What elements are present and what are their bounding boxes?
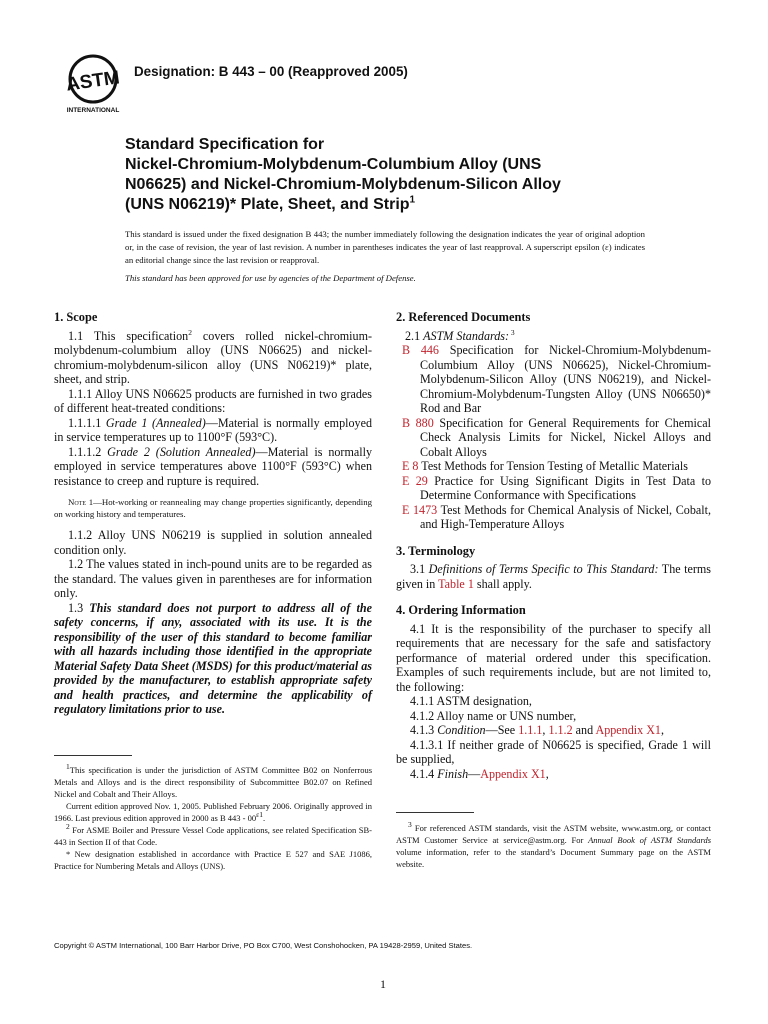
- footnote-1b: [54, 800, 372, 824]
- paragraph: [54, 329, 372, 387]
- reference-item: [396, 474, 711, 503]
- text: 1.3: [68, 600, 90, 615]
- emphasis: Condition: [437, 723, 486, 737]
- reference-list: [396, 343, 711, 532]
- paragraph: [396, 329, 711, 344]
- text: 1.1 This specification: [68, 328, 189, 343]
- section-heading-referenced-documents: 2. Referenced Documents: [396, 310, 531, 324]
- designation: Designation: B 443 – 00 (Reapproved 2005): [134, 64, 408, 79]
- text: volume information, refer to the standard’s Document Summary page on the ASTM website.: [396, 847, 711, 869]
- reference-item: [396, 416, 711, 460]
- footnotes-right: [396, 812, 711, 870]
- note-text: 1—Hot-working or reannealing may change properties significantly, depending on working history and temperatures.: [54, 497, 372, 520]
- paragraph: 4.1.2 Alloy name or UNS number,: [410, 708, 577, 723]
- emphasis: Annual Book of ASTM Standards: [588, 835, 712, 845]
- footnotes-left: [54, 755, 372, 872]
- page-number: 1: [380, 977, 386, 991]
- footnote-divider: [54, 755, 132, 756]
- text: shall apply.: [473, 576, 532, 591]
- paragraph: [54, 416, 372, 445]
- paragraph: [54, 445, 372, 489]
- footnote-3: [396, 822, 711, 870]
- text: 1.1.1.1: [68, 415, 106, 430]
- section-link-1-1-2[interactable]: 1.1.2: [548, 723, 573, 737]
- paragraph: [396, 723, 711, 738]
- title-text: (UNS N06219)* Plate, Sheet, and Strip: [125, 196, 410, 213]
- reference-code-link[interactable]: E 8: [402, 459, 419, 473]
- paragraph: [396, 767, 711, 782]
- section-heading-terminology: 3. Terminology: [396, 543, 476, 558]
- paragraph: [54, 601, 372, 717]
- section-heading-ordering-information: 4. Ordering Information: [396, 603, 526, 617]
- text: —See: [485, 723, 519, 737]
- paragraph: 1.1.1 Alloy UNS N06625 products are furnished in two grades of different heat-treated conditions:: [54, 386, 372, 415]
- footnote-marker: 1: [66, 762, 70, 772]
- right-column: [396, 310, 711, 781]
- footnote-uns: * New designation established in accordance with Practice E 527 and SAE J1086, Practice for Numbering Metals and Alloys (UNS).: [54, 849, 372, 871]
- paragraph: 4.1 It is the responsibility of the purchaser to specify all requirements that are necessary for the safe and satisfactory performance of material ordered under this specification. Examples of such requirements include, but are not limited to, the following:: [396, 621, 711, 694]
- text: —: [468, 766, 481, 781]
- footnote-divider: [396, 812, 474, 813]
- footnote-1: [54, 764, 372, 800]
- title-line: Standard Specification for: [125, 136, 325, 153]
- paragraph: 1.2 The values stated in inch-pound units are to be regarded as the standard. The values given in parentheses are for information only.: [54, 557, 372, 601]
- paragraph: 4.1.3.1 If neither grade of N06625 is specified, Grade 1 will be supplied,: [396, 737, 711, 766]
- reference-title: Practice for Using Significant Digits in Test Data to Determine Conformance with Specifications: [420, 473, 711, 502]
- table-1-link[interactable]: Table 1: [438, 576, 474, 591]
- text: ,: [545, 766, 549, 781]
- appendix-x1-link[interactable]: Appendix X1: [595, 723, 661, 737]
- emphasis: Grade 1 (Annealed): [105, 415, 206, 430]
- text: 2.1: [405, 328, 424, 343]
- text: 4.1.3: [410, 723, 438, 737]
- footnote-marker: 3: [509, 327, 515, 337]
- emphasis: ASTM Standards:: [423, 328, 510, 343]
- text: 1.1.1.2: [68, 444, 108, 459]
- epsilon-marker: ε1: [256, 810, 263, 820]
- paragraph: [396, 562, 711, 591]
- reference-title: Specification for General Requirements for Chemical Check Analysis Limits for Nickel, Nickel Alloys and Cobalt Alloys: [420, 415, 711, 459]
- text: For referenced ASTM standards, visit the ASTM website, www.astm.org, or contact ASTM Customer Service at service@astm.org. For: [396, 823, 711, 845]
- reference-code-link[interactable]: B 880: [402, 415, 434, 430]
- astm-logo: [62, 52, 124, 118]
- section-link-1-1-1[interactable]: 1.1.1: [518, 723, 543, 737]
- paragraph: 4.1.1 ASTM designation,: [410, 694, 532, 708]
- svg-text:INTERNATIONAL: INTERNATIONAL: [66, 107, 120, 114]
- text: 3.1: [410, 562, 429, 576]
- astm-logo-mark: [62, 52, 124, 118]
- reference-code-link[interactable]: B 446: [402, 343, 439, 357]
- emphasis: Grade 2 (Solution Annealed): [107, 444, 256, 459]
- intro-paragraph: This standard is issued under the fixed designation B 443; the number immediately following the designation indicates the year of original adoption or, in the case of revision, the year of last revision. A number in parentheses indicates the year of last reapproval. A superscript epsilon (ε) indicates an editorial change since the last revision or reapproval.: [125, 229, 645, 265]
- title-line: [125, 195, 645, 215]
- text: ,: [660, 723, 664, 737]
- footnote-marker: 1: [409, 194, 416, 206]
- text: 4.1.4: [410, 766, 438, 781]
- text: —Material is normally employed in service temperatures above 1100°F (593°C) when resistance to creep and rupture is required.: [54, 444, 372, 488]
- intro-block: [125, 228, 645, 285]
- text: This specification is under the jurisdiction of ASTM Committee B02 on Nonferrous Metals and Alloys and is the direct responsibility of Subcommittee B02.07 on Refined Nickel and Cobalt and Their Alloys.: [54, 765, 372, 799]
- reference-code-link[interactable]: E 1473: [402, 502, 438, 517]
- text: ,: [542, 723, 549, 737]
- reference-item: [396, 459, 711, 474]
- reference-title: Test Methods for Chemical Analysis of Nickel, Cobalt, and High-Temperature Alloys: [420, 502, 711, 531]
- dod-approval-note: This standard has been approved for use by agencies of the Department of Defense.: [125, 273, 416, 284]
- safety-caveat: This standard does not purport to address all of the safety concerns, if any, associated with its use. It is the responsibility of the user of this standard to become familiar with all hazards including those identified in the appropriate Material Safety Data Sheet (MSDS) for this product/material as provided by the manufacturer, to establish appropriate safety and health practices, and determine the applicability of regulatory limitations prior to use.: [54, 600, 372, 717]
- text: covers rolled nickel-chromium-molybdenum-columbium alloy (UNS N06625) and nickel-chromium-molybdenum-silicon alloy (UNS N06219)* plate, sheet, and strip.: [54, 328, 373, 386]
- emphasis: Finish: [437, 766, 469, 781]
- footnote-marker: 3: [408, 820, 412, 830]
- title-line: Nickel-Chromium-Molybdenum-Columbium Alloy (UNS: [125, 156, 542, 173]
- text: Current edition approved Nov. 1, 2005. Published February 2006. Originally approved in 1966. Last previous edition approved in 2000 as B 443 - 00: [54, 801, 372, 823]
- left-column: [54, 310, 372, 717]
- text: For ASME Boiler and Pressure Vessel Code applications, see related Specification SB-443 in Section II of that Code.: [54, 825, 372, 847]
- document-title: [125, 135, 645, 215]
- text: and: [572, 723, 596, 737]
- svg-text:ASTM: ASTM: [64, 67, 122, 96]
- reference-item: [396, 343, 711, 416]
- section-heading-scope: 1. Scope: [54, 310, 98, 324]
- reference-item: [396, 503, 711, 532]
- text: .: [263, 813, 266, 823]
- appendix-x1-link[interactable]: Appendix X1: [480, 766, 546, 781]
- reference-code-link[interactable]: E 29: [402, 473, 428, 488]
- footnote-marker: 2: [188, 327, 192, 337]
- text: The terms given in: [396, 562, 711, 591]
- reference-title: Test Methods for Tension Testing of Metallic Materials: [418, 459, 688, 473]
- title-line: N06625) and Nickel-Chromium-Molybdenum-Silicon Alloy: [125, 176, 561, 193]
- paragraph: 1.1.2 Alloy UNS N06219 is supplied in solution annealed condition only.: [54, 528, 372, 557]
- footnote-marker: 2: [66, 822, 70, 832]
- note-label: Note: [68, 497, 87, 507]
- reference-title: Specification for Nickel-Chromium-Molybdenum-Columbium Alloy (UNS N06625), Nickel-Chromium-Molybdenum-Silicon Alloy (UNS N06219), and Nickel-Chromium-Molybdenum-Tungsten Alloy (UNS N06650)* Rod and Bar: [420, 343, 712, 415]
- copyright-line: Copyright © ASTM International, 100 Barr Harbor Drive, PO Box C700, West Conshohocken, PA 19428-2959, United States.: [54, 941, 473, 950]
- emphasis: Definitions of Terms Specific to This Standard:: [428, 562, 659, 576]
- text: —Material is normally employed in service temperatures up to 1100°F (593°C).: [54, 415, 372, 444]
- note-1: [54, 496, 372, 520]
- footnote-2: [54, 824, 372, 848]
